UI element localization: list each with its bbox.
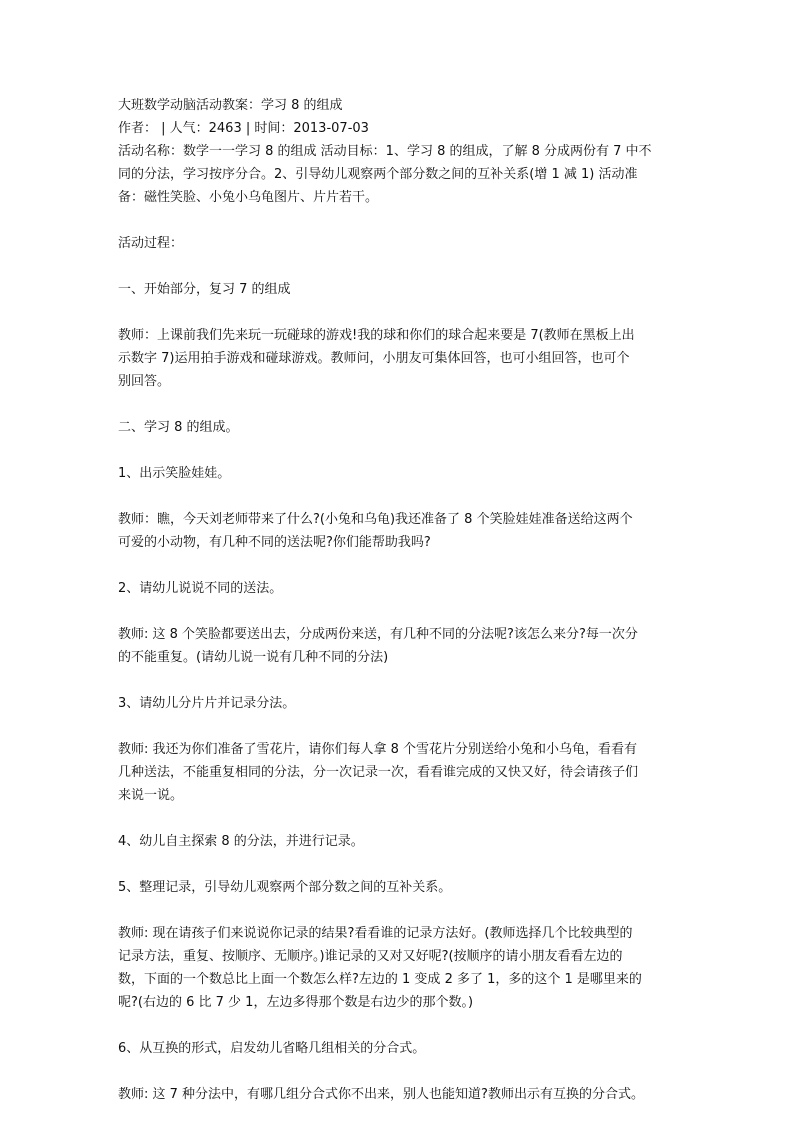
text-line: 别回答。 xyxy=(118,374,171,389)
text-line: 来说一说。 xyxy=(118,788,184,803)
text-line: 活动名称：数学一一学习 8 的组成 活动目标：1、学习 8 的组成，了解 8 分成两份有 7 中不 xyxy=(118,144,652,159)
text-line: 教师: 现在请孩子们来说说你记录的结果?看看谁的记录方法好。(教师选择几个比较典型的 xyxy=(118,926,633,941)
text-line: 同的分法，学习按序分合。2、引导幼儿观察两个部分数之间的互补关系(增 1 减 1) 活动准 xyxy=(118,167,638,182)
meta-info: 作者： | 人气：2463 | 时间：2013-07-03 xyxy=(118,121,369,136)
document-title: 大班数学动脑活动教案：学习 8 的组成 xyxy=(118,98,343,113)
step-heading: 5、整理记录，引导幼儿观察两个部分数之间的互补关系。 xyxy=(118,880,452,895)
text-line: 的不能重复。(请幼儿说一说有几种不同的分法) xyxy=(118,650,389,665)
section-heading: 二、学习 8 的组成。 xyxy=(118,420,239,435)
text-line: 备：磁性笑脸、小兔小乌龟图片、片片若干。 xyxy=(118,190,379,205)
text-line: 可爱的小动物，有几种不同的送法呢?你们能帮助我吗? xyxy=(118,535,431,550)
paragraph xyxy=(118,1083,678,1106)
step-heading: 1、出示笑脸娃娃。 xyxy=(118,466,231,481)
text-line: 呢?(右边的 6 比 7 少 1，左边多得那个数是右边少的那个数。) xyxy=(118,995,474,1010)
text-line: 教师：瞧，今天刘老师带来了什么?(小兔和乌龟)我还准备了 8 个笑脸娃娃准备送给这两个 xyxy=(118,512,633,527)
paragraph xyxy=(118,922,678,1014)
text-line: 示数字 7)运用拍手游戏和碰球游戏。教师问，小朋友可集体回答，也可小组回答，也可个 xyxy=(118,351,630,366)
paragraph xyxy=(118,324,678,393)
text-line: 几种送法，不能重复相同的分法，分一次记录一次，看看谁完成的又快又好，待会请孩子们 xyxy=(118,765,639,780)
step-heading: 6、从互换的形式，启发幼儿省略几组相关的分合式。 xyxy=(118,1041,426,1056)
paragraph xyxy=(118,623,678,669)
text-line: 教师: 这 7 种分法中，有哪几组分合式你不出来，别人也能知道?教师出示有互换的分合式。 xyxy=(118,1087,644,1102)
text-line: 教师: 我还为你们准备了雪花片，请你们每人拿 8 个雪花片分别送给小兔和小乌龟，看看有 xyxy=(118,742,638,757)
paragraph xyxy=(118,738,678,807)
document-page xyxy=(118,94,678,1106)
text-line: 记录方法，重复、按顺序、无顺序。)谁记录的又对又好呢?(按顺序的请小朋友看看左边的 xyxy=(118,949,623,964)
step-heading: 3、请幼儿分片片并记录分法。 xyxy=(118,696,296,711)
section-heading: 一、开始部分，复习 7 的组成 xyxy=(118,282,291,297)
intro-paragraph xyxy=(118,140,678,209)
text-line: 教师：上课前我们先来玩一玩碰球的游戏!我的球和你们的球合起来要是 7(教师在黑板上出 xyxy=(118,328,635,343)
step-heading: 4、幼儿自主探索 8 的分法，并进行记录。 xyxy=(118,834,364,849)
text-line: 教师: 这 8 个笑脸都要送出去，分成两份来送，有几种不同的分法呢?该怎么来分?每一次分 xyxy=(118,627,638,642)
step-heading: 2、请幼儿说说不同的送法。 xyxy=(118,581,283,596)
process-heading: 活动过程： xyxy=(118,236,184,251)
paragraph xyxy=(118,508,678,554)
text-line: 数，下面的一个数总比上面一个数怎么样?左边的 1 变成 2 多了 1，多的这个 1 是哪里来的 xyxy=(118,972,642,987)
